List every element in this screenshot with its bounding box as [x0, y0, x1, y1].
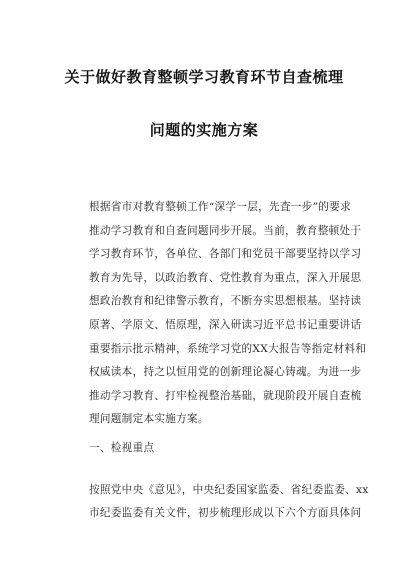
- paragraph-line: 学习教育环节，各单位、各部门和党员干部要坚持以学习: [89, 248, 362, 260]
- paragraph-line: 原著、学原文、悟原理，深入研读习近平总书记重要讲话: [89, 319, 362, 331]
- document-title-line-1: 关于做好教育整顿学习教育环节自查梳理: [64, 68, 344, 86]
- paragraph-line: 重要指示批示精神，系统学习党的XX大报告等指定材料和: [89, 343, 367, 355]
- section-heading: 一、检视重点: [89, 442, 155, 454]
- paragraph-line: 教育为先导，以政治教育、党性教育为重点，深入开展思: [89, 272, 362, 284]
- paragraph-line: 理问题制定本实施方案。: [89, 413, 209, 425]
- paragraph-line: 推动学习教育、打牢检视整治基础，就现阶段开展自查梳: [89, 390, 362, 402]
- paragraph-line: 想政治教育和纪律警示教育，不断夯实思想根基。坚持读: [89, 295, 362, 307]
- document-title-line-2: 问题的实施方案: [149, 121, 259, 139]
- paragraph-line: 权威读本，持之以恒用党的创新理论凝心铸魂。为进一步: [89, 366, 362, 378]
- paragraph-line: 根据省市对教育整顿工作“深学一层，先査一步”的要求: [89, 201, 351, 213]
- paragraph-line: 市纪委监委有关文件，初步梳理形成以下六个方面具体问: [89, 507, 362, 519]
- paragraph-line: 按照党中央《意见》，中央纪委国家监委、省纪委监委、xx: [89, 484, 369, 496]
- paragraph-line: 推动学习教育和自查问题同步开展。当前，教育整顿处于: [89, 225, 362, 237]
